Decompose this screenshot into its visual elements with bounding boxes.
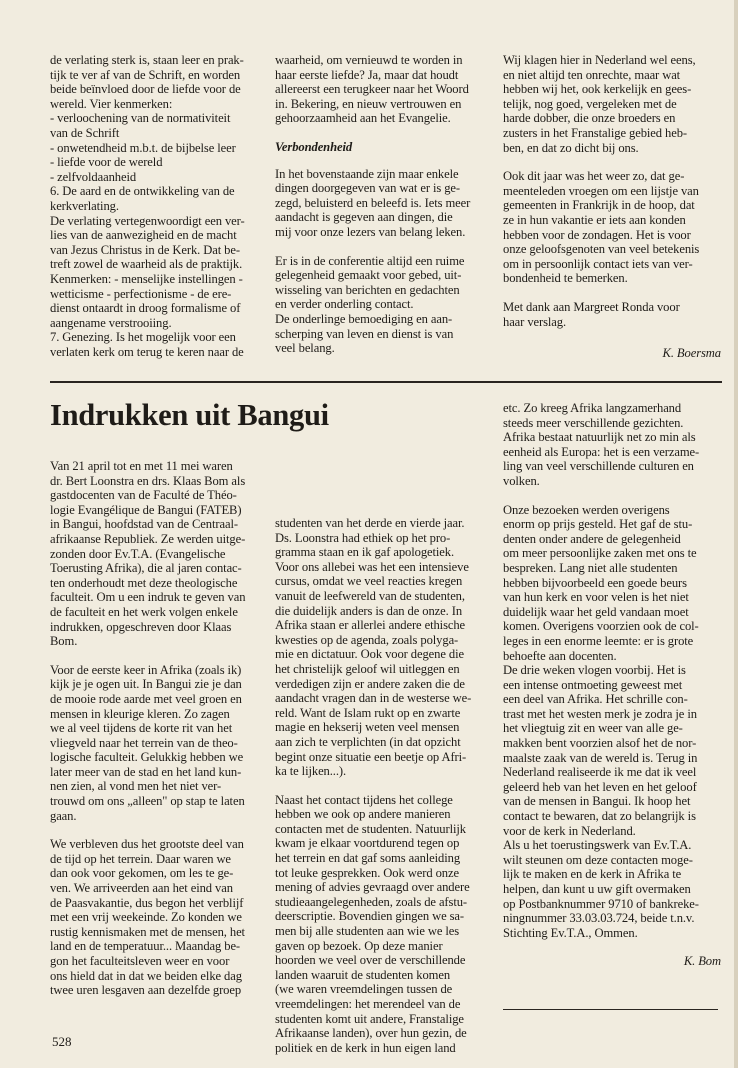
text-line: ling van veel verschillende culturen en (503, 459, 694, 474)
text-line: met een vrij weekeinde. Zo konden we (50, 910, 242, 925)
text-line: die duidelijk anders is dan de onze. In (275, 603, 463, 618)
text-line: Als u het toerustingswerk van Ev.T.A. (503, 838, 692, 853)
text-line: verdedigen zijn er andere zaken die de (275, 676, 465, 691)
text-line: ben, en dat zo dicht bij ons. (503, 140, 639, 155)
text-line: enorm op prijs gesteld. Het gaf de stu- (503, 517, 693, 532)
text-line: Onze bezoeken werden overigens (503, 502, 670, 517)
top-column-2 (275, 53, 490, 356)
section-divider (50, 381, 722, 383)
text-line: faculteit. Om u een indruk te geven van (50, 590, 246, 605)
text-line: dingen doorgegeven van wat er is ge- (275, 181, 461, 196)
text-line: logie Evangélique de Bangui (FATEB) (50, 502, 242, 517)
text-line: waarheid, om vernieuwd te worden in (275, 53, 463, 67)
text-line: - onwetendheid m.b.t. de bijbelse leer (50, 140, 236, 155)
text-line: het terrein en dat gaf soms aanleiding (275, 851, 461, 866)
signature-block (503, 346, 721, 361)
text-line: om in persoonlijk contact iets van ver- (503, 256, 693, 271)
text-line: Kenmerken: - menselijke instellingen - (50, 271, 243, 286)
top-column-1 (50, 53, 265, 359)
text-line: Voor de eerste keer in Afrika (zoals ik) (50, 662, 242, 677)
text-line: cursus, omdat we veel reacties kregen (275, 574, 463, 589)
text-line: bespreken. Lang niet alle studenten (503, 560, 678, 575)
text-line: trouwd om ons „alleen" op stap te laten (50, 794, 245, 809)
top-column-3 (503, 53, 721, 361)
text-line: wilt steunen om deze contacten moge- (503, 852, 693, 867)
text-line: landen waaruit de studenten komen (275, 967, 451, 982)
text-line: ka te lijken...). (275, 764, 347, 779)
text-line: Naast het contact tijdens het college (275, 792, 453, 807)
text-line: hebben we ook op andere manieren (275, 807, 451, 822)
text-line: afrikaanse Republiek. Ze werden uitge- (50, 531, 246, 546)
text-line: en verder onderling contact. (275, 297, 414, 312)
article-title: Indrukken uit Bangui (50, 398, 329, 432)
text-line: eenheid als Europa: het is een verzame- (503, 444, 700, 459)
text-line: Stichting Ev.T.A., Ommen. (503, 925, 638, 940)
text-line: mie en dictatuur. Ook voor degene die (275, 647, 464, 662)
text-line: aandacht vragen dan in de westerse we- (275, 691, 472, 706)
text-line: gaven op bezoek. Op deze manier (275, 938, 443, 953)
text-line: gehoorzaamheid aan het Evangelie. (275, 111, 451, 126)
text-line: deerscriptie. Bovendien gingen we sa- (275, 909, 464, 924)
text-line: contacten met de studenten. Natuurlijk (275, 821, 466, 836)
text-line: men bij alle studenten aan wie we les (275, 924, 460, 939)
page-edge (734, 0, 738, 1068)
paragraph (503, 169, 721, 286)
text-line: later meer van de stad en het land kun- (50, 764, 242, 779)
text-line: van hun kerk en voor velen is het niet (503, 590, 689, 605)
text-line: tijk te ver af van de Schrift, en worden (50, 67, 241, 82)
text-line: ten onderhoudt met deze theologische (50, 575, 238, 590)
text-line: aandacht is gegeven aan dingen, die (275, 210, 453, 225)
text-line: trast met het westen merk je zodra je in (503, 706, 697, 721)
text-line: hoorden we veel over de verschillende (275, 953, 466, 968)
text-line: indrukken, opgeschreven door Klaas (50, 619, 232, 634)
text-line: rustig kennismaken met de mensen, het (50, 924, 245, 939)
text-line: nen zien, al vond men het niet ver- (50, 779, 222, 794)
text-line: Voor ons allebei was het een intensieve (275, 559, 469, 574)
paragraph (275, 516, 493, 779)
text-line: We verbleven dus het grootste deel van (50, 837, 244, 852)
text-line: contact te bewaren, dat zo belangrijk is (503, 809, 696, 824)
text-line: Nederland realiseerde ik me dat ik veel (503, 765, 697, 780)
text-line: treft zowel de waarheid als de praktijk. (50, 257, 243, 272)
text-line: politiek en de kerk in hun eigen land (275, 1040, 456, 1055)
text-line: duidelijk waar het geld vandaan moet (503, 604, 689, 619)
text-line: aan zich te verplichten (in dat opzicht (275, 734, 461, 749)
text-line: tot leuke gesprekken. Ook werd onze (275, 865, 459, 880)
text-line: een intense ontmoeting geweest met (503, 677, 683, 692)
text-line: geleerd heb van het leven en het geloof (503, 779, 697, 794)
text-line: maalste zaak van de wereld is. Terug in (503, 750, 698, 765)
text-line: studieaangelegenheden, zoals de afstu- (275, 894, 468, 909)
text-line: het christelijk geloof wil uitleggen en (275, 661, 460, 676)
text-line: ven. We arriveerden aan het eind van (50, 881, 233, 896)
paragraph (275, 53, 490, 126)
text-line: allereerst een terugkeer naar het Woord (275, 82, 469, 97)
paragraph (503, 300, 721, 329)
text-line: In het bovenstaande zijn maar enkele (275, 166, 459, 181)
paragraph (275, 167, 490, 240)
author-signature: K. Boersma (662, 346, 721, 361)
text-line: De verlating vertegenwoordigt een ver- (50, 213, 245, 228)
text-line: veel belang. (275, 341, 335, 356)
text-line: Met dank aan Margreet Ronda voor (503, 299, 680, 314)
text-line: behoefte aan docenten. (503, 648, 617, 663)
text-line: - liefde voor de wereld (50, 155, 163, 170)
text-line: leges in een enorme leemte: er is grote (503, 633, 694, 648)
text-line: komen. Overigens voorzien ook de col- (503, 619, 699, 634)
text-line: dienst ontaardt in droog formalisme of (50, 301, 241, 316)
paragraph (50, 837, 265, 998)
text-line: gaan. (50, 808, 77, 823)
text-line: zonden door Ev.T.A. (Evangelische (50, 546, 226, 561)
paragraph (50, 663, 265, 824)
text-line: aangename verstrooiing. (50, 315, 172, 330)
bottom-rule (503, 1009, 718, 1010)
text-line: - zelfvoldaanheid (50, 169, 137, 184)
text-line: gramma staan en ik gaf apologetiek. (275, 545, 455, 560)
text-line: De drie weken vlogen voorbij. Het is (503, 663, 686, 678)
text-line: begint onze situatie een beetje op Afri- (275, 749, 467, 764)
text-line: vliegveld naar het terrein van de theo- (50, 735, 238, 750)
text-line: Wij klagen hier in Nederland wel eens, (503, 53, 696, 67)
text-line: onze geloofsgenoten van veel betekenis (503, 242, 700, 257)
paragraph (503, 503, 721, 941)
text-line: ningnummer 33.03.03.724, beide t.n.v. (503, 911, 695, 926)
text-line: zusters in het Franstalige gebied heb- (503, 125, 687, 140)
paragraph (50, 459, 265, 649)
text-line: de Paasvakantie, dus begon het verblijf (50, 895, 244, 910)
section-subheading: Verbondenheid (275, 139, 353, 154)
text-line: wereld. Vier kenmerken: (50, 96, 173, 111)
text-line: etc. Zo kreeg Afrika langzamerhand (503, 401, 682, 415)
text-line: reld. Want de Islam rukt op en zwarte (275, 705, 461, 720)
paragraph (275, 254, 490, 356)
text-line: hebben wij het, ook kerkelijk en gees- (503, 82, 692, 97)
text-line: De onderlinge bemoediging en aan- (275, 311, 453, 326)
text-line: bondenheid te bemerken. (503, 271, 628, 286)
text-line: kerkverlating. (50, 198, 119, 213)
text-line: om meer persoonlijke zaken met ons te (503, 546, 697, 561)
signature-block (503, 954, 721, 969)
text-line: in. Bekering, en nieuw vertrouwen en (275, 96, 462, 111)
text-line: de verlating sterk is, staan leer en prak- (50, 53, 244, 67)
text-line: hebben voor de zondagen. Het is voor (503, 227, 691, 242)
text-line: studenten van het derde en vierde jaar. (275, 516, 465, 530)
paragraph (503, 53, 721, 155)
text-line: vreemdelingen: het merendeel van de (275, 997, 461, 1011)
text-line: dr. Bert Loonstra en drs. Klaas Bom als (50, 473, 246, 488)
text-line: van de mensen in Bangui. Ik hoop het (503, 794, 691, 809)
article-column-2 (275, 516, 493, 1055)
text-line: volken. (503, 473, 540, 488)
text-line: ons hield dat in dat we beiden elke dag (50, 968, 242, 983)
text-line: haar verslag. (503, 314, 567, 329)
paragraph (275, 793, 493, 1056)
text-line: en niet altijd ten onrechte, maar wat (503, 67, 681, 82)
text-line: verlaten kerk om terug te keren naar de (50, 344, 244, 359)
text-line: (we waren vreemdelingen tussen de (275, 982, 453, 997)
text-line: Er is in de conferentie altijd een ruime (275, 253, 465, 268)
author-signature: K. Bom (683, 954, 721, 969)
text-line: Ds. Loonstra had ethiek op het pro- (275, 530, 451, 545)
text-line: steeds meer verschillende gezichten. (503, 415, 684, 430)
text-line: mij voor onze lezers van belang leken. (275, 224, 466, 239)
text-line: land en de temperatuur... Maandag be- (50, 939, 241, 954)
text-line: gelegenheid gemaakt voor gebed, uit- (275, 268, 462, 283)
text-line: Afrika bestaat natuurlijk net zo min als (503, 430, 696, 445)
text-line: hebben bijvoorbeeld een goede beurs (503, 575, 687, 590)
article-column-1 (50, 459, 265, 998)
text-line: makken bent voorzien alsof het de nor- (503, 736, 697, 751)
text-line: de mooie rode aarde met veel groen en (50, 691, 242, 706)
text-line: 7. Genezing. Is het mogelijk voor een (50, 330, 236, 345)
text-line: de faculteit en het werk volgen enkele (50, 604, 238, 619)
text-line: in Bangui, hoofdstad van de Centraal- (50, 517, 238, 532)
text-line: zegd, beluisterd en beleefd is. Iets meer (275, 195, 471, 210)
text-line: harde dobber, die onze broeders en (503, 111, 676, 126)
text-line: meenteleden vroegen om een lijstje van (503, 183, 699, 198)
text-line: wisseling van berichten en gedachten (275, 282, 460, 297)
text-line: op Postbanknummer 9710 of bankreke- (503, 896, 699, 911)
text-line: Ook dit jaar was het weer zo, dat ge- (503, 169, 685, 184)
text-line: kwesties op de agenda, zoals polyga- (275, 632, 459, 647)
text-line: - verloochening van de normativiteit (50, 111, 231, 126)
text-line: Bom. (50, 634, 78, 649)
text-line: voor de kerk in Nederland. (503, 823, 636, 838)
text-line: Afrikaanse landen), over hun gezin, de (275, 1026, 467, 1041)
text-line: kwam je elkaar voortdurend tegen op (275, 836, 460, 851)
text-line: de tijd op het terrein. Daar waren we (50, 851, 231, 866)
article-column-3 (503, 401, 721, 969)
paragraph (503, 401, 721, 489)
text-line: lijk te maken en de kerk in Afrika te (503, 867, 682, 882)
text-line: van de Schrift (50, 125, 120, 140)
text-line: vanuit de leefwereld van de studenten, (275, 588, 465, 603)
text-line: het vliegtuig zit en weer van alle ge- (503, 721, 683, 736)
text-line: gon het faculteitsleven weer en voor (50, 954, 230, 968)
text-line: van Jezus Christus in de Kerk. Dat be- (50, 242, 240, 257)
text-line: dan ook voor gekomen, om les te ge- (50, 866, 234, 881)
text-line: logische faculteit. Gelukkig hebben we (50, 750, 244, 765)
text-line: magie en hekserij weten veel mensen (275, 720, 460, 735)
text-line: scherping van leven en dienst is van (275, 326, 454, 341)
text-line: een deel van Afrika. Het schrille con- (503, 692, 688, 707)
text-line: lies van de aanwezigheid en de macht (50, 228, 237, 243)
text-line: Afrika staan er allerlei andere ethische (275, 618, 466, 633)
text-line: twee uren lesgaven aan dezelfde groep (50, 983, 242, 998)
text-line: mensen in kleurige kleren. Zo zagen (50, 706, 230, 721)
text-line: denten onder andere de gelegenheid (503, 531, 681, 546)
text-line: kijk je je ogen uit. In Bangui zie je dan (50, 677, 242, 692)
text-line: we al veel tijdens de korte rit van het (50, 721, 233, 736)
page-number: 528 (52, 1034, 72, 1049)
text-line: ze in hun vakantie er iets aan konden (503, 212, 686, 227)
paragraph (50, 53, 265, 359)
text-line: Van 21 april tot en met 11 mei waren (50, 459, 233, 473)
text-line: 6. De aard en de ontwikkeling van de (50, 184, 235, 199)
text-line: helpen, dan kunt u uw gift overmaken (503, 882, 691, 896)
text-line: mening of advies gevraagd over andere (275, 880, 470, 895)
text-line: gemeenten in Frankrijk in de hoop, dat (503, 198, 695, 213)
text-line: gastdocenten van de Faculté de Théo- (50, 488, 237, 503)
text-line: Toerusting Afrika), die al jaren contac- (50, 561, 242, 576)
text-line: studenten komt uit andere, Franstalige (275, 1011, 464, 1026)
text-line: wetticisme - perfectionisme - de ere- (50, 286, 232, 301)
text-line: haar eerste liefde? Ja, maar dat houdt (275, 67, 459, 82)
text-line: beide beïnvloed door de liefde voor de (50, 82, 241, 97)
text-line: telijk, nog goed, vergeleken met de (503, 96, 677, 111)
